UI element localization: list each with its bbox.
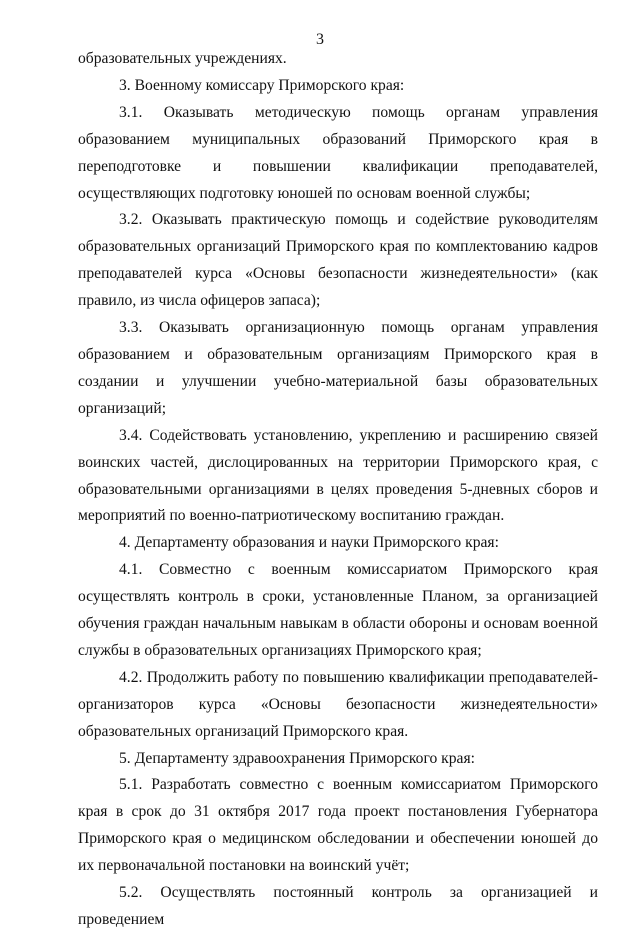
- paragraph-section-5-heading: 5. Департаменту здравоохранения Приморского края:: [119, 749, 475, 767]
- paragraph-3-3: 3.3. Оказывать организационную помощь органам управления образованием и образовательным организациям Приморского края в создании и улучшении учебно-материальной базы образовательных организаций;: [78, 319, 598, 417]
- paragraph-5-1: 5.1. Разработать совместно с военным комиссариатом Приморского края в срок до 31 октября 2017 года проект постановления Губернатора Приморского края о медицинском обследовании и обеспечении юношей до их первоначальной постановки на воинский учёт;: [78, 776, 598, 875]
- paragraph-3-4: 3.4. Содействовать установлению, укреплению и расширению связей воинских частей, дислоцированных на территории Приморского края, с образовательными организациями в целях проведения 5-дневных сборов и мероприятий по военно-патриотическому воспитанию граждан.: [78, 426, 598, 525]
- paragraph-5-2: 5.2. Осуществлять постоянный контроль за организацией и проведением: [78, 884, 598, 928]
- paragraph-4-2: 4.2. Продолжить работу по повышению квалификации преподавателей-организаторов курса «Основы безопасности жизнедеятельности» образовательных организаций Приморского края.: [78, 668, 598, 740]
- paragraph-4-1: 4.1. Совместно с военным комиссариатом Приморского края осуществлять контроль в сроки, установленные Планом, за организацией обучения граждан начальным навыкам в области обороны и основам военной службы в образовательных организациях Приморского края;: [78, 561, 598, 659]
- document-body: [78, 46, 598, 934]
- paragraph-section-4-heading: 4. Департаменту образования и науки Приморского края:: [119, 534, 499, 552]
- page-number: 3: [316, 31, 324, 48]
- paragraph-continuation: образовательных учреждениях.: [78, 50, 287, 67]
- paragraph-section-3-heading: 3. Военному комиссару Приморского края:: [119, 76, 405, 94]
- paragraph-3-1: 3.1. Оказывать методическую помощь органам управления образованием муниципальных образований Приморского края в переподготовке и повышении квалификации преподавателей, осуществляющих подготовку юношей по основам военной службы;: [78, 103, 598, 202]
- paragraph-3-2: 3.2. Оказывать практическую помощь и содействие руководителям образовательных организаций Приморского края по комплектованию кадров преподавателей курса «Основы безопасности жизнедеятельности» (как правило, из числа офицеров запаса);: [78, 211, 598, 310]
